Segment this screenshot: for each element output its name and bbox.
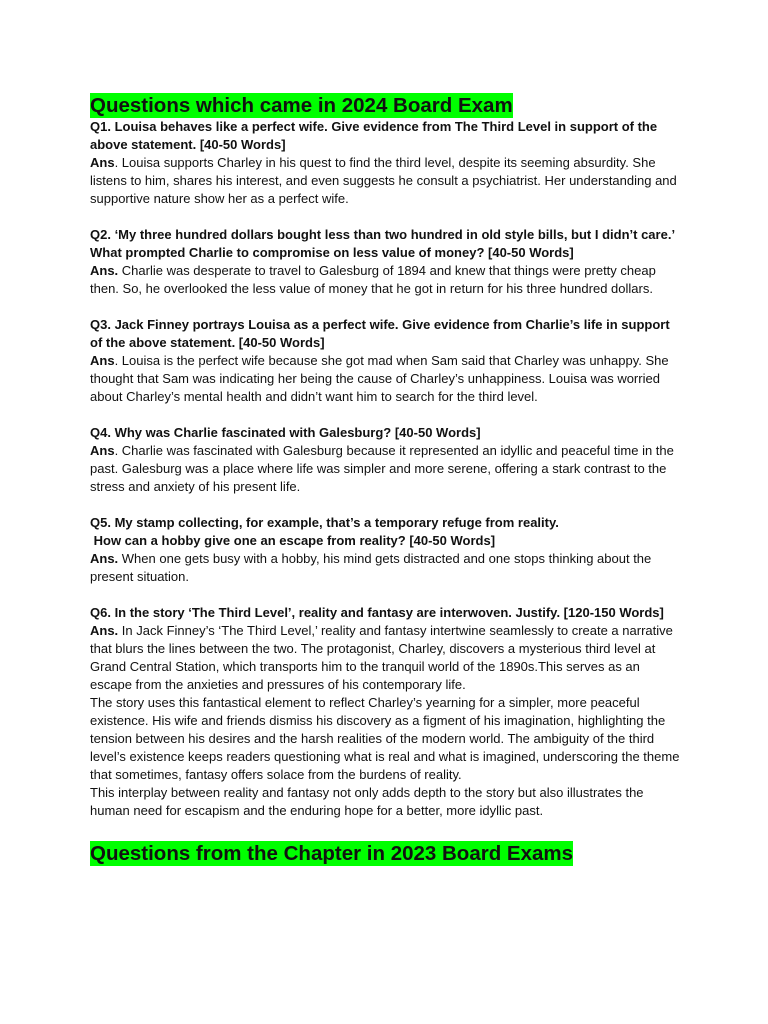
answer-q6-para3: This interplay between reality and fantasy not only adds depth to the story but also illustrates the human need for escapism and the enduring hope for a better, more idyllic past.: [90, 785, 644, 818]
answer-text: When one gets busy with a hobby, his mind gets distracted and one stops thinking about the present situation.: [90, 551, 652, 584]
answer-label: Ans: [90, 353, 115, 368]
question-q2-line2: What prompted Charlie to compromise on less value of money? [40-50 Words]: [90, 245, 574, 260]
answer-label: Ans.: [90, 623, 119, 638]
answer-text: . Louisa is the perfect wife because she got mad when Sam said that Charley was unhappy. She thought that Sam was indicating her being the cause of Charley’s unhappiness. Louisa was worried about Charley’s mental health and didn’t want him to search for the third level.: [90, 353, 669, 404]
answer-label: Ans.: [90, 551, 119, 566]
section-heading-2023: Questions from the Chapter in 2023 Board Exams: [90, 842, 574, 865]
qa-block-q3: [90, 316, 680, 406]
answer-label: Ans.: [90, 263, 119, 278]
qa-block-q2: [90, 226, 680, 298]
answer-q3: [90, 352, 680, 406]
question-q5-line2: How can a hobby give one an escape from reality? [40-50 Words]: [90, 533, 496, 548]
answer-q6-para1: [90, 622, 680, 694]
question-q6: Q6. In the story ‘The Third Level’, reality and fantasy are interwoven. Justify. [120-150 Words]: [90, 605, 664, 620]
answer-label: Ans: [90, 155, 115, 170]
question-q4: Q4. Why was Charlie fascinated with Galesburg? [40-50 Words]: [90, 425, 481, 440]
question-q1: Q1. Louisa behaves like a perfect wife. Give evidence from The Third Level in support of the above statement. [40-50 Words]: [90, 119, 658, 152]
question-q5-line1: Q5. My stamp collecting, for example, that’s a temporary refuge from reality.: [90, 515, 559, 530]
answer-q4: [90, 442, 680, 496]
answer-text: . Charlie was fascinated with Galesburg because it represented an idyllic and peaceful time in the past. Galesburg was a place where life was simpler and more serene, offering a stark contrast to the stress and anxiety of his present life.: [90, 443, 674, 494]
answer-text: In Jack Finney’s ‘The Third Level,’ reality and fantasy intertwine seamlessly to create a narrative that blurs the lines between the two. The protagonist, Charley, discovers a mysterious third level at Grand Central Station, which transports him to the tranquil world of the 1890s.This serves as an escape from the anxieties and pressures of his contemporary life.: [90, 623, 673, 692]
question-q3: Q3. Jack Finney portrays Louisa as a perfect wife. Give evidence from Charlie’s life in support of the above statement. [40-50 Words]: [90, 317, 670, 350]
document-page: [90, 93, 680, 866]
answer-label: Ans: [90, 443, 115, 458]
section-heading-2024: Questions which came in 2024 Board Exam: [90, 94, 513, 117]
question-q2-line1: Q2. ‘My three hundred dollars bought less than two hundred in old style bills, but I didn’t care.’: [90, 227, 676, 242]
answer-text: . Louisa supports Charley in his quest to find the third level, despite its seeming absurdity. She listens to him, shares his interest, and even suggests he consult a psychiatrist. Her understanding and supportive nature show her as a perfect wife.: [90, 155, 677, 206]
answer-q2: [90, 262, 680, 298]
answer-q1: [90, 154, 680, 208]
answer-text: Charlie was desperate to travel to Galesburg of 1894 and knew that things were pretty cheap then. So, he overlooked the less value of money that he got in return for his three hundred dollars.: [90, 263, 656, 296]
answer-q5: [90, 550, 680, 586]
qa-block-q4: [90, 424, 680, 496]
qa-block-q1: [90, 118, 680, 208]
qa-block-q6: [90, 604, 680, 820]
answer-q6-para2: The story uses this fantastical element to reflect Charley’s yearning for a simpler, more peaceful existence. His wife and friends dismiss his discovery as a figment of his imagination, highlighting the tension between his desires and the harsh realities of the modern world. The ambiguity of the third level’s existence keeps readers questioning what is real and what is imagined, underscoring the theme that sometimes, fantasy offers solace from the burdens of reality.: [90, 695, 680, 782]
qa-block-q5: [90, 514, 680, 586]
